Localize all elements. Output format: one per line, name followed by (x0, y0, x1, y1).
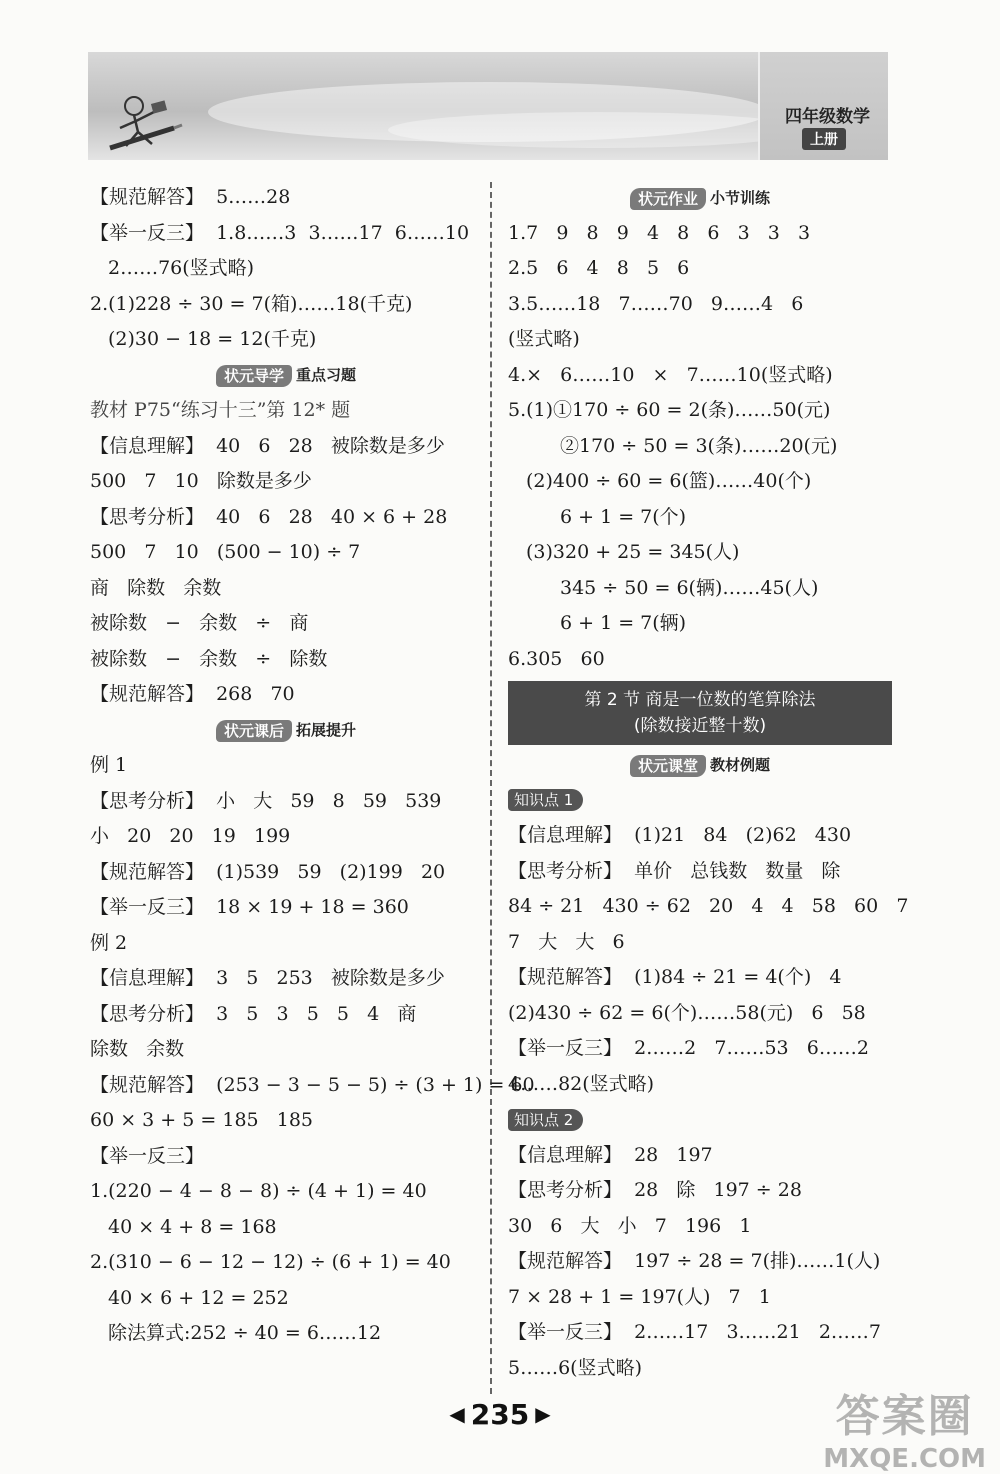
answer-line: 【规范解答】 5……28 (90, 186, 291, 208)
answer-line: 2.(1)228 ÷ 30 = 7(箱)……18(千克) (90, 292, 413, 315)
answer-line: 被除数 − 余数 ÷ 商 (90, 612, 309, 634)
right-column (508, 180, 909, 1386)
answer-line: 84 ÷ 21 430 ÷ 62 20 4 4 58 60 7 (508, 895, 909, 917)
prev-arrow-icon: ◀ (449, 1402, 465, 1426)
answer-line: 除法算式:252 ÷ 40 = 6……12 (108, 1322, 382, 1344)
answer-line: 6 + 1 = 7(辆) (560, 612, 687, 634)
answer-line: 500 7 10 (500 − 10) ÷ 7 (90, 541, 361, 563)
mascot-illustration-icon (104, 88, 184, 154)
answer-line: (竖式略) (508, 328, 580, 350)
page-header (88, 52, 888, 160)
answer-line: 【信息理解】 3 5 253 被除数是多少 (90, 967, 445, 989)
answer-line: (2)430 ÷ 62 = 6(个)……58(元) 6 58 (508, 1001, 866, 1024)
answer-line: 【规范解答】 268 70 (90, 683, 295, 705)
answer-line: 例 1 (90, 754, 128, 776)
banner-tag: 教材例题 (710, 755, 771, 774)
knowledge-point-label (508, 1102, 892, 1138)
answer-line: (2)30 − 18 = 12(千克) (108, 328, 317, 350)
grade-title: 四年级数学 (785, 107, 870, 127)
answer-line: 1.(220 − 4 − 8 − 8) ÷ (4 + 1) = 40 (90, 1180, 427, 1202)
watermark-logo: 答案圈 (835, 1391, 974, 1442)
answer-line: 被除数 − 余数 ÷ 除数 (90, 647, 328, 670)
watermark-url: MXQE.COM (823, 1444, 986, 1474)
header-wave (388, 112, 808, 148)
answer-line: 7 大 大 6 (508, 930, 625, 953)
answer-line: 【举一反三】 2……17 3……21 2……7 (508, 1321, 882, 1343)
answer-line: 2……76(竖式略) (108, 257, 255, 279)
section-title-box (508, 681, 892, 745)
answer-line: 【举一反三】 2……2 7……53 6……2 (508, 1037, 869, 1059)
answer-line: 2.(310 − 6 − 12 − 12) ÷ (6 + 1) = 40 (90, 1251, 451, 1273)
section-banner (508, 180, 892, 216)
answer-line: 5.(1)①170 ÷ 60 = 2(条)……50(元) (508, 399, 831, 421)
answer-line: 【规范解答】 197 ÷ 28 = 7(排)……1(人) (508, 1250, 881, 1272)
banner-logo: 状元导学 (216, 365, 292, 387)
answer-line: (2)400 ÷ 60 = 6(篮)……40(个) (526, 470, 812, 492)
answer-line: 30 6 大 小 7 196 1 (508, 1214, 752, 1237)
knowledge-point-text: 知识点 2 (508, 1109, 583, 1131)
answer-line: 500 7 10 除数是多少 (90, 470, 312, 492)
answer-line: 345 ÷ 50 = 6(辆)……45(人) (560, 576, 819, 599)
answer-line: 【规范解答】 (1)84 ÷ 21 = 4(个) 4 (508, 966, 842, 988)
answer-line: 【信息理解】 (1)21 84 (2)62 430 (508, 824, 852, 846)
page-number: 235 (470, 1398, 530, 1431)
next-arrow-icon: ▶ (535, 1402, 551, 1426)
answer-line: 4……82(竖式略) (508, 1072, 655, 1095)
banner-tag: 拓展提升 (296, 721, 357, 740)
answer-line: 商 除数 余数 (90, 576, 222, 599)
left-column (90, 180, 535, 1352)
banner-logo: 状元作业 (630, 188, 706, 210)
answer-line: 【规范解答】 (253 − 3 − 5 − 5) ÷ (3 + 1) = 60 (90, 1073, 535, 1096)
section-banner (508, 747, 892, 783)
answer-line: 6 + 1 = 7(个) (560, 505, 687, 528)
answer-line: 60 × 3 + 5 = 185 185 (90, 1109, 313, 1131)
answer-line: 2.5 6 4 8 5 6 (508, 257, 690, 279)
answer-line: 5……6(竖式略) (508, 1356, 643, 1379)
answer-line: ②170 ÷ 50 = 3(条)……20(元) (560, 434, 838, 457)
section-subtitle: (除数接近整十数) (633, 716, 767, 736)
answer-line: 教材 P75“练习十三”第 12* 题 (90, 399, 351, 421)
answer-line: 除数 余数 (90, 1038, 185, 1060)
banner-tag: 重点习题 (296, 366, 357, 385)
answer-line: 【思考分析】 40 6 28 40 × 6 + 28 (90, 505, 448, 528)
answer-line: 40 × 6 + 12 = 252 (108, 1286, 289, 1309)
answer-line: 【规范解答】 (1)539 59 (2)199 20 (90, 860, 446, 883)
answer-line: 【思考分析】 3 5 3 5 5 4 商 (90, 1002, 417, 1025)
knowledge-point-text: 知识点 1 (508, 789, 583, 811)
volume-badge: 上册 (802, 128, 846, 150)
answer-line: 【举一反三】 (90, 1144, 205, 1167)
answer-line: 6.305 60 (508, 647, 605, 670)
answer-line: 3.5……18 7……70 9……4 6 (508, 292, 804, 315)
answer-line: 【信息理解】 28 197 (508, 1143, 713, 1166)
answer-line: 【举一反三】 18 × 19 + 18 = 360 (90, 896, 409, 918)
answer-line: 4.× 6……10 × 7……10(竖式略) (508, 363, 833, 386)
answer-line: 【思考分析】 单价 总钱数 数量 除 (508, 859, 841, 882)
answer-line: 【思考分析】 28 除 197 ÷ 28 (508, 1179, 802, 1201)
section-banner (90, 713, 482, 749)
banner-tag: 小节训练 (710, 188, 771, 207)
answer-line: 【举一反三】 1.8……3 3……17 6……10 (90, 221, 470, 244)
answer-line: (3)320 + 25 = 345(人) (526, 541, 740, 563)
knowledge-point-label (508, 783, 892, 819)
answer-line: 【思考分析】 小 大 59 8 59 539 (90, 789, 442, 812)
answer-line: 例 2 (90, 931, 128, 954)
section-banner (90, 358, 482, 394)
answer-line: 【信息理解】 40 6 28 被除数是多少 (90, 434, 445, 457)
banner-logo: 状元课堂 (630, 755, 706, 777)
answer-line: 小 20 20 19 199 (90, 825, 291, 847)
site-watermark (823, 1380, 986, 1474)
answer-line: 7 × 28 + 1 = 197(人) 7 1 (508, 1285, 771, 1308)
column-divider (490, 182, 492, 1394)
section-title: 第 2 节 商是一位数的笔算除法 (584, 690, 816, 710)
answer-line: 1.7 9 8 9 4 8 6 3 3 3 (508, 221, 811, 244)
answer-line: 40 × 4 + 8 = 168 (108, 1215, 277, 1238)
banner-logo: 状元课后 (216, 720, 292, 742)
